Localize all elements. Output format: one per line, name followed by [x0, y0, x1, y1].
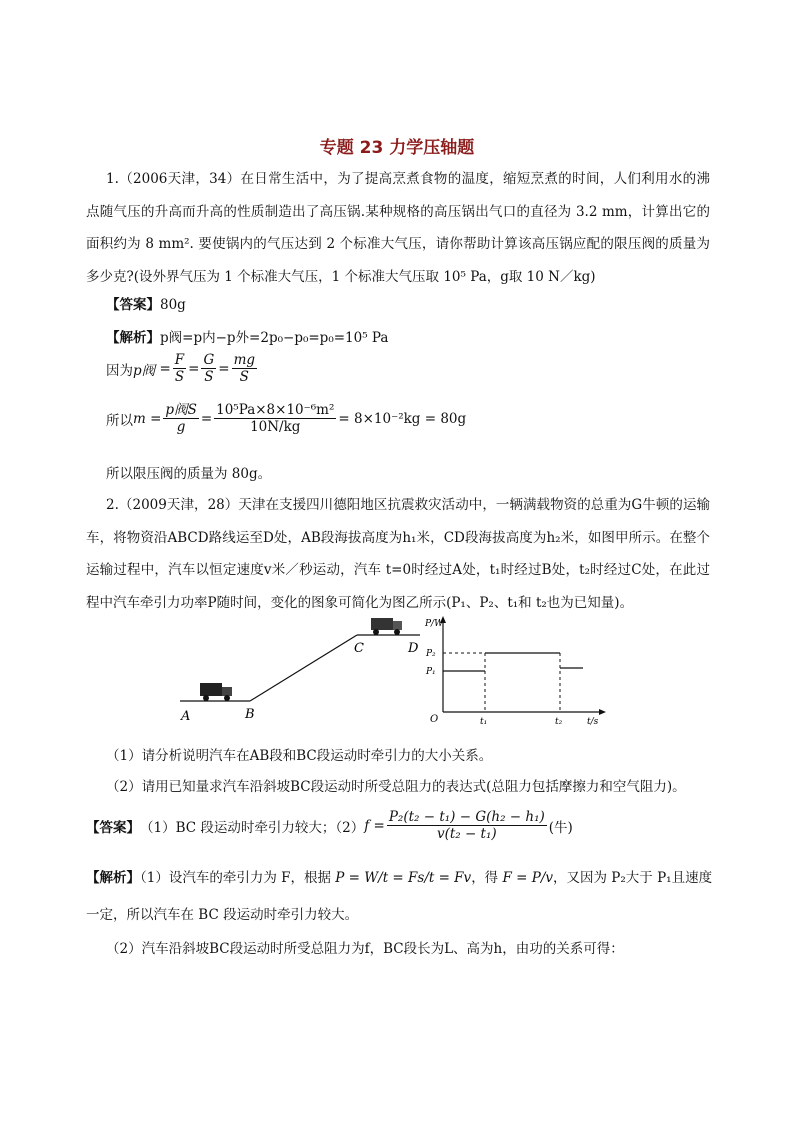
q1-answer — [106, 293, 186, 313]
because-text: 因为 — [106, 362, 133, 379]
eq1-fraction-mg: $\frac{mg}{S}$ — [233, 352, 256, 385]
label-c: C — [354, 641, 364, 656]
q2-analysis-1 — [86, 866, 712, 886]
label-d: D — [408, 641, 419, 656]
question-1-text: 1.（2006天津，34）在日常生活中，为了提高烹煮食物的温度，缩短烹煮的时间，人们利用水的沸点随气压的升高而升高的性质制造出了高压锅.某种规格的高压锅出气口的直径为 3.2 mm，计算出它的面积约为 8 mm². 要使锅内的气压达到 2 个标准大气压，请你帮助计算该高压锅应配的限压阀的质量为多少克?(设外界气压为 1 个标准大气压，1 个标准大气压取 10⁵ Pa，g取 10 N／kg) — [86, 171, 710, 285]
question-2-text: 2.（2009天津，28）天津在支援四川德阳地区抗震救灾活动中，一辆满载物资的总重为G牛顿的运输车，将物资沿ABCD路线运至D处，AB段海拔高度为h₁米，CD段海拔高度为h₂米，如图甲所示。在整个运输过程中，汽车以恒定速度v米／秒运动，汽车 t=0时经过A处，t₁时经过B处，t₂时经过C处，在此过程中汽车牵引力功率P随时间，变化的图象可简化为图乙所示(P₁、P₂、t₁和 t₂也为已知量)。 — [86, 497, 710, 611]
analysis1-text-b: ，得 — [471, 870, 499, 886]
figure-power-time-graph — [422, 612, 612, 727]
eq1-lhs: p阀 — [133, 362, 156, 379]
label-b: B — [245, 707, 255, 722]
t2-label: t₂ — [555, 717, 563, 727]
analysis1-text-a: （1）设汽车的牵引力为 F，根据 — [140, 870, 331, 886]
eq2-lhs: m — [133, 410, 146, 427]
so-text: 所以 — [106, 412, 133, 429]
p2-label: P₂ — [426, 649, 436, 659]
answer-part1: （1）BC 段运动时牵引力较大；（2） — [140, 819, 365, 836]
answer-fraction: $\frac{\text{P₂(t₂ − t₁) − G(h₂ − h₁)}}{\text{v(t₂ − t₁)}}$ — [388, 809, 545, 842]
label-a: A — [181, 709, 191, 724]
q1-equation-2: 所以 m = $\frac{\text{p阀S}}{g}$ = $\frac{\text{10⁵Pa×8×10⁻⁶m²}}{10N/kg}$ = 8×10⁻²kg = 80g — [106, 402, 467, 435]
truck-icon — [371, 618, 402, 635]
truck-icon — [200, 683, 232, 701]
t1-label: t₁ — [480, 717, 488, 727]
page-title: 专题 23 力学压轴题 — [319, 138, 475, 158]
answer-f: f — [364, 817, 370, 834]
q2-analysis-1-cont: 一定，所以汽车在 BC 段运动时牵引力较大。 — [86, 907, 359, 923]
eq2-fraction-1: $\frac{\text{p阀S}}{g}$ — [165, 402, 197, 435]
axis-x-label: t/s — [587, 717, 599, 727]
analysis1-equation: P = W/t = Fs/t = Fv — [335, 870, 472, 886]
analysis-label: 【解析】 — [86, 870, 140, 886]
q2-answer: 【答案】 （1）BC 段运动时牵引力较大；（2） f = $\frac{\text{P₂(t₂ − t₁) − G(h₂ − h₁)}}{\text{v(t₂ − t₁)}}$ (牛) — [86, 809, 573, 842]
q2-analysis-2: （2）汽车沿斜坡BC段运动时所受总阻力为f，BC段长为L、高为h，由功的关系可得： — [106, 941, 624, 957]
q2-sub-question-2: （2）请用已知量求汽车沿斜坡BC段运动时所受总阻力的表达式(总阻力包括摩擦力和空气阻力)。 — [106, 779, 686, 795]
eq2-rhs: = 8×10⁻²kg = 80g — [338, 410, 467, 427]
figure-road-diagram — [175, 612, 435, 724]
eq1-fraction-g: $\frac{G}{S}$ — [203, 352, 215, 385]
q1-equation-1: 因为 p阀 = $\frac{F}{S}$ = $\frac{G}{S}$ = $\frac{mg}{S}$ — [106, 352, 256, 385]
q2-sub-question-1: （1）请分析说明汽车在AB段和BC段运动时牵引力的大小关系。 — [106, 748, 493, 764]
analysis-label: 【解析】 — [106, 330, 160, 346]
analysis1-text-c: ，又因为 P₂大于 P₁且速度 — [553, 870, 713, 886]
q1-conclusion: 所以限压阀的质量为 80g。 — [106, 466, 272, 482]
axis-y-label: P/W — [425, 619, 444, 629]
eq2-fraction-2: $\frac{\text{10⁵Pa×8×10⁻⁶m²}}{10N/kg}$ — [216, 402, 335, 435]
answer-value: 80g — [160, 297, 186, 313]
answer-label: 【答案】 — [106, 297, 160, 313]
q1-analysis — [106, 326, 388, 346]
analysis-line1: p阀=p内−p外=2p₀−p₀=p₀=10⁵ Pa — [160, 330, 389, 346]
p1-label: P₁ — [426, 667, 436, 677]
analysis1-equation-2: F = P/v — [502, 870, 554, 886]
origin-label: O — [430, 714, 439, 725]
answer-unit: (牛) — [548, 819, 573, 836]
answer-label: 【答案】 — [86, 819, 140, 836]
eq1-fraction-f: $\frac{F}{S}$ — [174, 352, 185, 385]
